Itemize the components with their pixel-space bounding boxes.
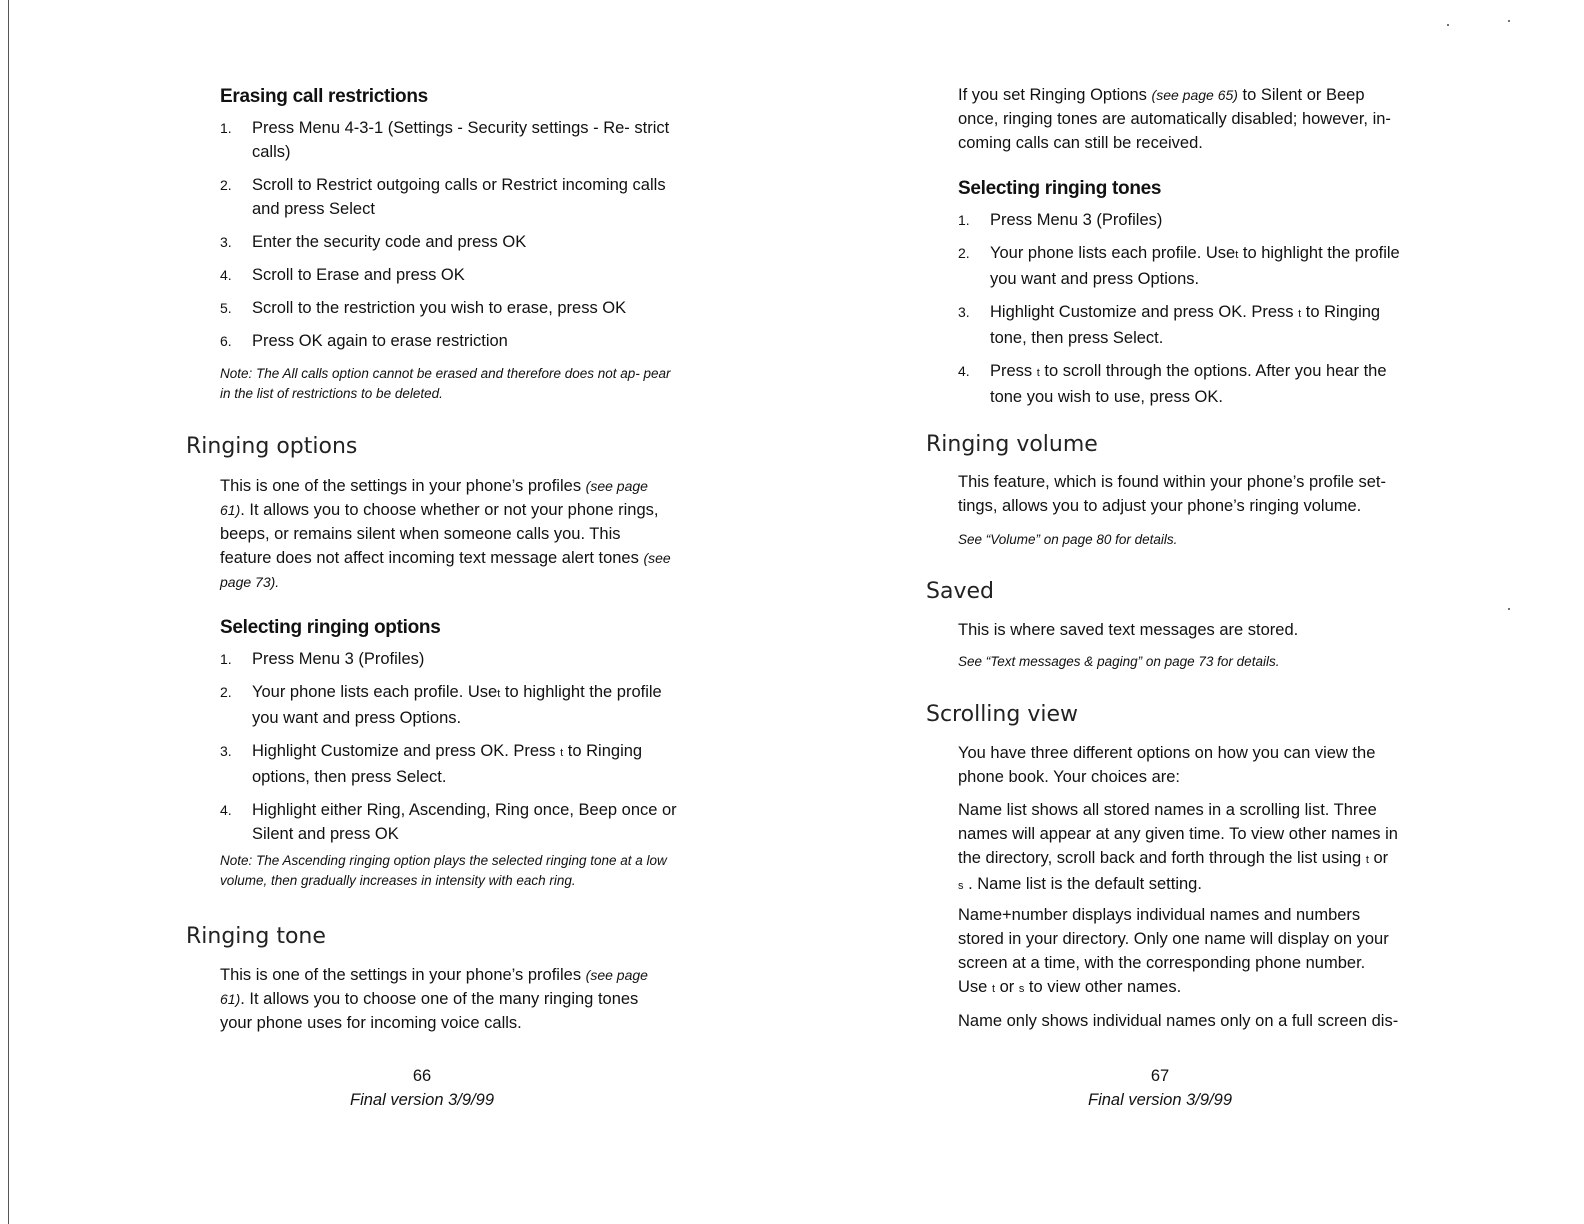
selecting-tones-steps — [958, 208, 1408, 418]
page-number: 66 — [412, 1067, 432, 1085]
scroll-down-key-icon: t — [1365, 854, 1369, 866]
list-item: 3. Highlight Customize and press OK. Press t to Ringing options, then press Select. — [220, 742, 643, 786]
selecting-options-steps — [220, 647, 680, 855]
selecting-options-heading: Selecting ringing options — [220, 617, 441, 638]
scroll-down-key-icon: t — [1298, 308, 1302, 320]
scroll-down-key-icon: t — [560, 747, 564, 759]
intro-paragraph: If you set Ringing Options (see page 65) to Silent or Beep once, ringing tones are automatically disabled; however, in- coming calls can still be received. — [958, 86, 1391, 152]
ringing-volume-paragraph: This feature, which is found within your phone’s profile set- tings, allows you to adjust your phone’s ringing volume. — [958, 473, 1387, 515]
list-item: 4. Press t to scroll through the options. After you hear the tone you wish to use, press OK. — [958, 362, 1387, 406]
ringing-volume-reference: See “Volume” on page 80 for details. — [958, 532, 1178, 547]
ringing-tone-heading: Ringing tone — [186, 924, 326, 949]
scroll-down-key-icon: t — [1235, 249, 1239, 261]
list-item: 4. Scroll to Erase and press OK — [220, 266, 465, 284]
scroll-down-key-icon: t — [991, 983, 995, 995]
list-item: 5. Scroll to the restriction you wish to erase, press OK — [220, 299, 627, 317]
list-item: 1. Press Menu 4-3-1 (Settings - Security settings - Re- strict calls) — [220, 119, 670, 161]
scrolling-view-paragraph-2: Name list shows all stored names in a scrolling list. Three names will appear at any given time. To view other names in the directory, scroll back and forth through the list using t or s . Name list is the default setting. — [958, 801, 1398, 893]
scroll-up-key-icon: s — [1018, 983, 1025, 995]
ringing-options-heading: Ringing options — [186, 434, 358, 459]
scrolling-view-heading: Scrolling view — [926, 702, 1078, 727]
list-item: 2. Your phone lists each profile. Uset to highlight the profile you want and press Options. — [958, 244, 1400, 288]
list-item: 1. Press Menu 3 (Profiles) — [958, 211, 1163, 229]
ringing-volume-heading: Ringing volume — [926, 432, 1098, 457]
binding-edge — [8, 0, 9, 1224]
page-number: 67 — [1150, 1067, 1170, 1085]
scrolling-view-paragraph-4: Name only shows individual names only on a full screen dis- — [958, 1012, 1399, 1030]
list-item: 2. Scroll to Restrict outgoing calls or Restrict incoming calls and press Select — [220, 176, 666, 218]
version-label: Final version 3/9/99 — [1088, 1091, 1232, 1109]
list-item: 1. Press Menu 3 (Profiles) — [220, 650, 425, 668]
erasing-steps — [220, 116, 680, 362]
scroll-down-key-icon: t — [1036, 367, 1040, 379]
list-item: 2. Your phone lists each profile. Uset to highlight the profile you want and press Options. — [220, 683, 662, 727]
list-item: 6. Press OK again to erase restriction — [220, 332, 508, 350]
list-item: 3. Highlight Customize and press OK. Press t to Ringing tone, then press Select. — [958, 303, 1381, 347]
list-item: 3. Enter the security code and press OK — [220, 233, 527, 251]
ringing-tone-paragraph: This is one of the settings in your phone’s profiles (see page 61). It allows you to choose one of the many ringing tones your phone uses for incoming voice calls. — [220, 966, 648, 1032]
ringing-options-paragraph: This is one of the settings in your phone’s profiles (see page 61). It allows you to choose whether or not your phone rings, beeps, or remains silent when someone calls you. This feature does not affect incoming text message alert tones (see page 73). — [220, 477, 671, 590]
list-item: 4. Highlight either Ring, Ascending, Ring once, Beep once or Silent and press OK — [220, 801, 677, 843]
erasing-heading: Erasing call restrictions — [220, 86, 428, 107]
erasing-note: Note: The All calls option cannot be erased and therefore does not ap- pear in the list of restrictions to be deleted. — [220, 366, 671, 401]
scrolling-view-paragraph-3: Name+number displays individual names and numbers stored in your directory. Only one name will display on your screen at a time, with the corresponding phone number. Use t or s to view other names. — [958, 906, 1389, 996]
selecting-options-note: Note: The Ascending ringing option plays the selected ringing tone at a low volume, then gradually increases in intensity with each ring. — [220, 853, 667, 888]
selecting-tones-heading: Selecting ringing tones — [958, 178, 1162, 199]
scrolling-view-paragraph-1: You have three different options on how you can view the phone book. Your choices are: — [958, 744, 1376, 786]
scan-speck — [1447, 24, 1449, 26]
scroll-down-key-icon: t — [497, 688, 501, 700]
saved-reference: See “Text messages & paging” on page 73 for details. — [958, 654, 1280, 669]
scan-speck — [1508, 608, 1510, 610]
saved-heading: Saved — [926, 579, 994, 604]
version-label: Final version 3/9/99 — [350, 1091, 494, 1109]
saved-paragraph: This is where saved text messages are stored. — [958, 621, 1299, 639]
scroll-up-key-icon: s — [958, 880, 964, 892]
scan-speck — [1508, 20, 1510, 22]
